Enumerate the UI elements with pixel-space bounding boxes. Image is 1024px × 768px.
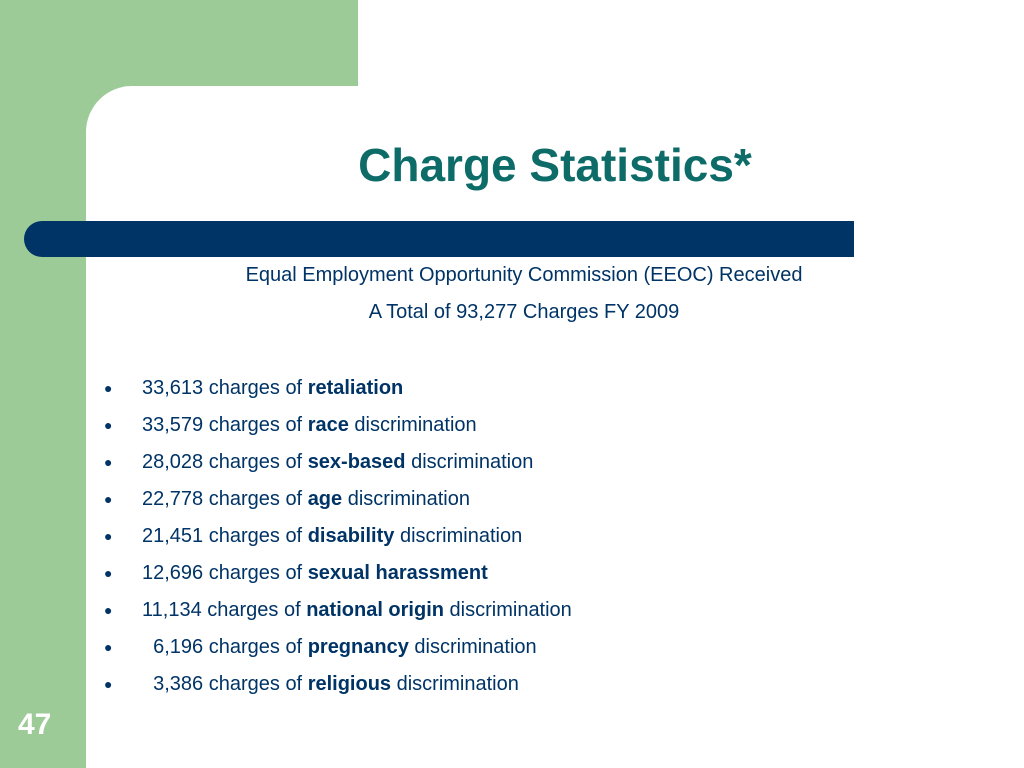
charge-count: 33,613	[142, 377, 204, 399]
charge-count: 21,451	[142, 525, 204, 547]
charge-count: 22,778	[142, 488, 204, 510]
bullet-icon: ●	[104, 380, 113, 396]
bullet-icon: ●	[104, 565, 113, 581]
subtitle-line-2: A Total of 93,277 Charges FY 2009	[368, 301, 680, 323]
charge-count: 33,579	[142, 414, 204, 436]
slide-title: Charge Statistics*	[358, 139, 752, 191]
charge-suffix: discrimination	[408, 636, 537, 658]
charge-type: national origin	[306, 599, 444, 621]
page-number: 47	[18, 708, 52, 741]
charge-type: race	[307, 414, 349, 436]
list-item	[98, 559, 572, 596]
list-item	[98, 411, 572, 448]
charge-count: 6,196	[142, 636, 204, 658]
charge-suffix: discrimination	[443, 599, 572, 621]
charge-list	[98, 374, 572, 707]
list-item	[98, 374, 572, 411]
bullet-icon: ●	[104, 639, 113, 655]
charge-type: religious	[307, 673, 392, 695]
charge-type: sexual harassment	[307, 562, 488, 584]
bullet-icon: ●	[104, 602, 113, 618]
charge-text: charges of	[203, 488, 308, 510]
list-item	[98, 448, 572, 485]
charge-type: age	[307, 488, 343, 510]
charge-text: charges of	[203, 673, 308, 695]
list-item	[98, 633, 572, 670]
charge-suffix: discrimination	[348, 414, 477, 436]
list-item	[98, 522, 572, 559]
list-item	[98, 670, 572, 707]
charge-type: disability	[307, 525, 395, 547]
subtitle-line-1: Equal Employment Opportunity Commission (EEOC) Received	[245, 264, 803, 286]
list-item	[98, 596, 572, 633]
bullet-icon: ●	[104, 491, 113, 507]
charge-type: pregnancy	[307, 636, 409, 658]
charge-count: 3,386	[142, 673, 204, 695]
charge-text: charges of	[203, 377, 308, 399]
green-left-strip	[0, 0, 86, 768]
title-divider-bar	[24, 221, 854, 257]
charge-count: 11,134	[142, 599, 202, 621]
charge-text: charges of	[203, 562, 308, 584]
charge-type: retaliation	[307, 377, 404, 399]
bullet-icon: ●	[104, 417, 113, 433]
bullet-icon: ●	[104, 528, 113, 544]
charge-suffix: discrimination	[405, 451, 534, 473]
charge-count: 12,696	[142, 562, 204, 584]
charge-text: charges of	[201, 599, 307, 621]
charge-text: charges of	[203, 525, 308, 547]
charge-suffix: discrimination	[394, 525, 523, 547]
charge-text: charges of	[203, 414, 308, 436]
charge-count: 28,028	[142, 451, 204, 473]
charge-suffix: discrimination	[391, 673, 519, 695]
charge-type: sex-based	[307, 451, 406, 473]
charge-text: charges of	[203, 451, 308, 473]
charge-suffix: discrimination	[342, 488, 470, 510]
charge-text: charges of	[203, 636, 308, 658]
bullet-icon: ●	[104, 676, 113, 692]
list-item	[98, 485, 572, 522]
bullet-icon: ●	[104, 454, 113, 470]
